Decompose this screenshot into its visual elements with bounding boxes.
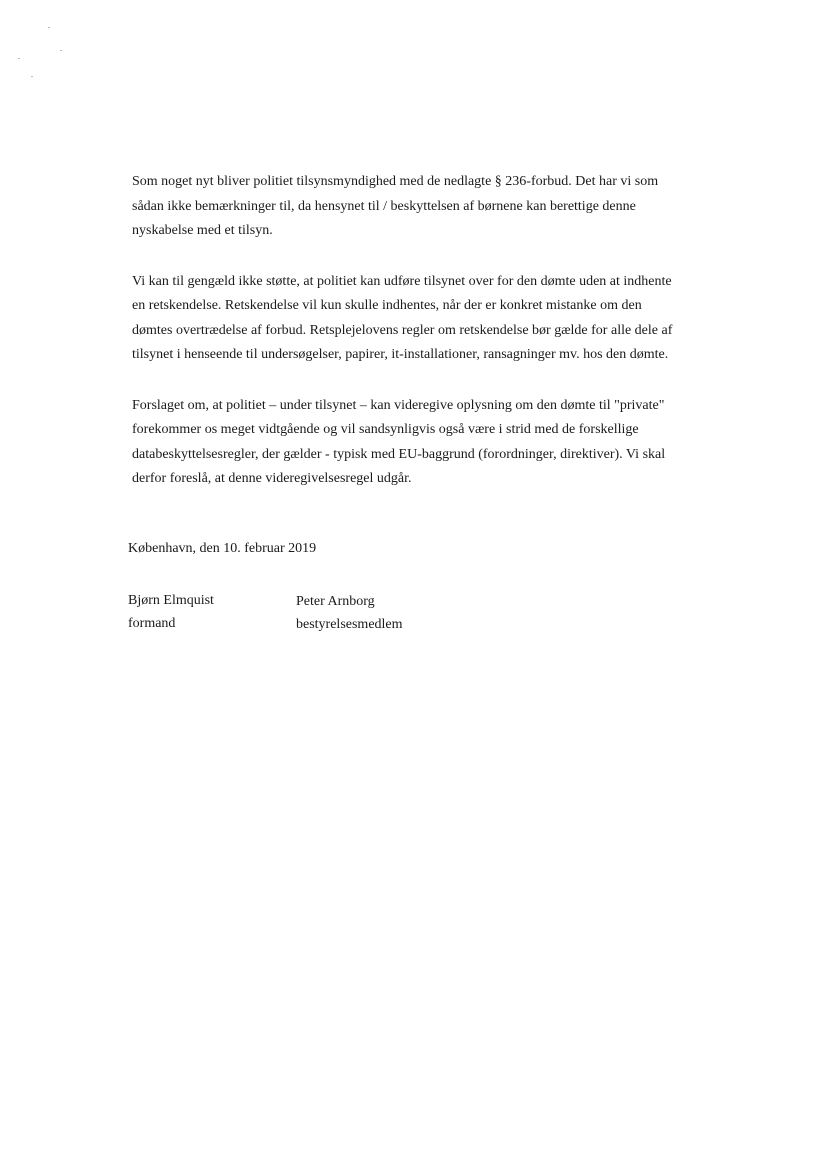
text-line: forekommer os meget vidtgående og vil sandsynligvis også være i strid med de forskellige bbox=[132, 422, 639, 437]
signatory-title: bestyrelsesmedlem bbox=[296, 617, 403, 632]
text-line: nyskabelse med et tilsyn. bbox=[132, 223, 273, 238]
text-line: tilsynet i henseende til undersøgelser, papirer, it-installationer, ransagninger mv. hos den dømte. bbox=[132, 347, 669, 362]
signatory-1 bbox=[128, 589, 214, 635]
paragraph-3 bbox=[132, 394, 692, 492]
text-line: en retskendelse. Retskendelse vil kun skulle indhentes, når der er konkret mistanke om den bbox=[132, 298, 642, 313]
text-line: databeskyttelsesregler, der gælder - typisk med EU-baggrund (forordninger, direktiver). Vi skal bbox=[132, 446, 666, 462]
letter-body bbox=[132, 170, 692, 518]
text-line: Vi kan til gengæld ikke støtte, at politiet kan udføre tilsynet over for den dømte uden at indhente bbox=[132, 273, 672, 289]
signatory-name: Peter Arnborg bbox=[296, 594, 375, 609]
paragraph-1 bbox=[132, 170, 692, 244]
signatory-2 bbox=[296, 590, 403, 636]
signatory-title: formand bbox=[128, 616, 176, 631]
text-line: Som noget nyt bliver politiet tilsynsmyndighed med de nedlagte § 236-forbud. Det har vi som bbox=[132, 174, 659, 189]
signatory-name: Bjørn Elmquist bbox=[128, 593, 214, 608]
text-line: sådan ikke bemærkninger til, da hensynet til / beskyttelsen af børnene kan berettige denne bbox=[132, 198, 636, 214]
text-line: derfor foreslå, at denne videregivelsesregel udgår. bbox=[132, 471, 412, 486]
paragraph-2 bbox=[132, 270, 692, 368]
place-and-date: København, den 10. februar 2019 bbox=[128, 541, 317, 556]
text-line: Forslaget om, at politiet – under tilsynet – kan videregive oplysning om den dømte til "private" bbox=[132, 397, 665, 413]
text-line: dømtes overtrædelse af forbud. Retsplejelovens regler om retskendelse bør gælde for alle dele af bbox=[132, 322, 673, 338]
